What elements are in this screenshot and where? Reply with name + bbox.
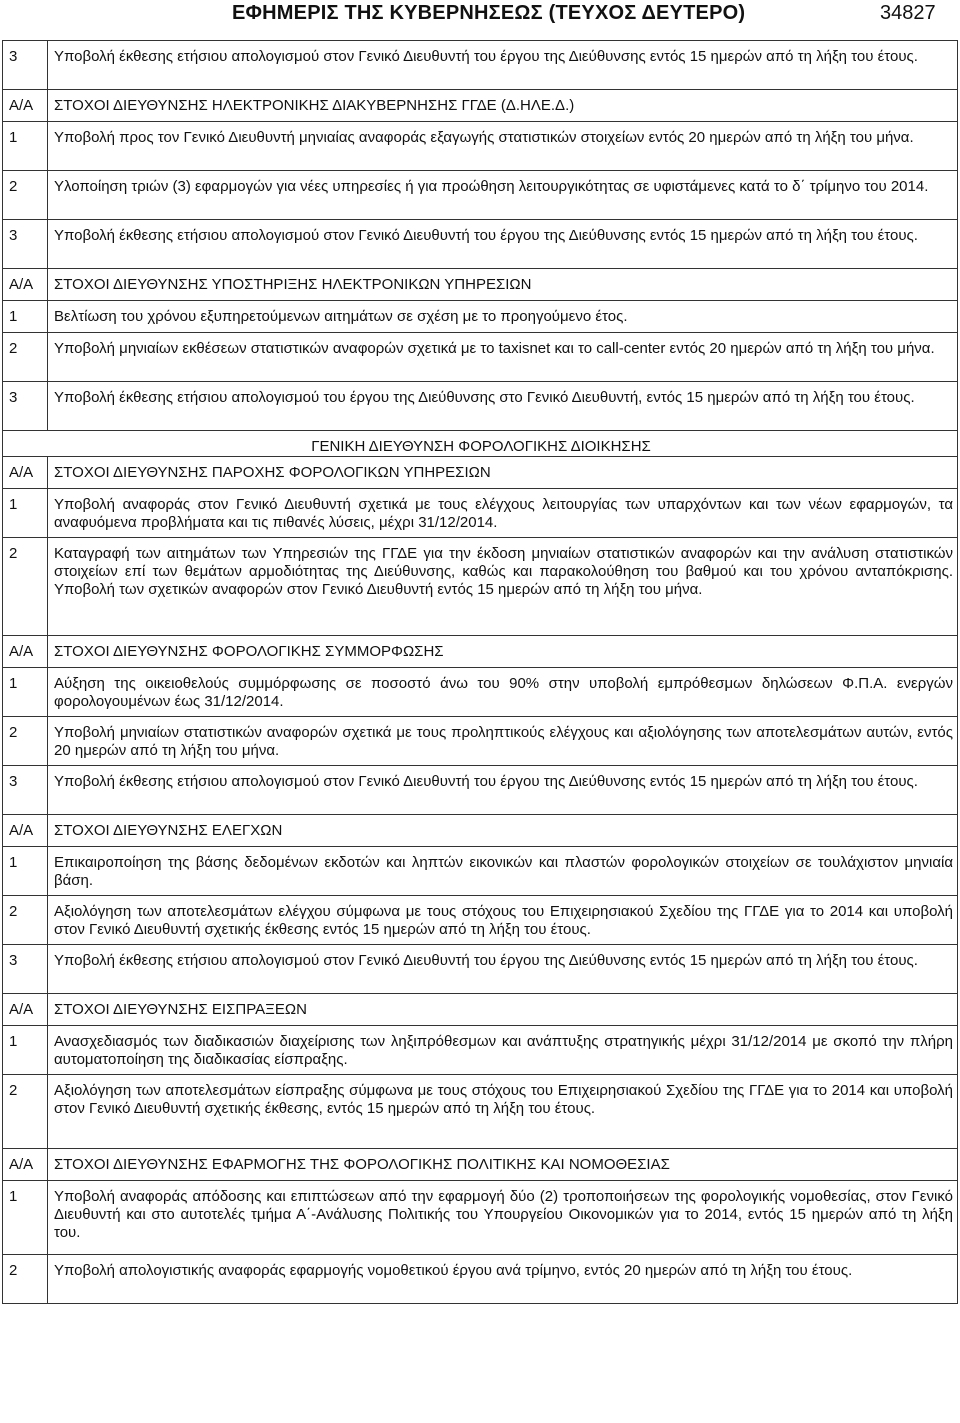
table-row xyxy=(3,122,958,171)
row-text: Υποβολή μηνιαίων στατιστικών αναφορών σχετικά με τους προληπτικούς ελέγχους και αξιολόγησης των αποτελεσμάτων αυτών, εντός 20 ημερών από τη λήξη του μήνα. xyxy=(48,717,958,766)
section-heading-row xyxy=(3,994,958,1026)
section-heading-row xyxy=(3,301,958,333)
row-text: Υποβολή προς τον Γενικό Διευθυντή μηνιαίας αναφοράς εξαγωγής στατιστικών στοιχείων εντός 20 ημερών από τη λήξη του μήνα. xyxy=(48,122,958,171)
row-text: Αξιολόγηση των αποτελεσμάτων ελέγχου σύμφωνα με τους στόχους του Επιχειρησιακού Σχεδίου της ΓΓΔΕ για το 2014 και υποβολή στον Γενικό Διευθυντή σχετικής έκθεσης εντός 15 ημερών από τη λήξη του έτους. xyxy=(48,896,958,945)
table-row xyxy=(3,220,958,269)
section-heading-row xyxy=(3,457,958,489)
row-text: Υποβολή έκθεσης ετήσιου απολογισμού στον Γενικό Διευθυντή του έργου της Διεύθυνσης εντός 15 ημερών από τη λήξη του έτους. xyxy=(48,220,958,269)
section-heading: ΣΤΟΧΟΙ ΔΙΕΥΘΥΝΣΗΣ ΠΑΡΟΧΗΣ ΦΟΡΟΛΟΓΙΚΩΝ ΥΠΗΡΕΣΙΩΝ xyxy=(48,457,958,489)
row-number: Α/Α xyxy=(3,1149,48,1181)
row-number: 1 xyxy=(3,301,48,333)
row-number: 2 xyxy=(3,171,48,220)
row-text: Υποβολή αναφοράς απόδοσης και επιπτώσεων από την εφαρμογή δύο (2) τροποποιήσεων της φορολογικής νομοθεσίας, στον Γενικό Διευθυντή και στο αυτοτελές τμήμα Α΄-Ανάλυσης Πολιτικής του Υπουργείου Οικονομικών για το 2014, εντός 15 ημερών από τη λήξη του. xyxy=(48,1181,958,1255)
row-text: Υποβολή απολογιστικής αναφοράς εφαρμογής νομοθετικού έργου ανά τρίμηνο, εντός 20 ημερών από τη λήξη του έτους. xyxy=(48,1255,958,1304)
row-number: 2 xyxy=(3,717,48,766)
page-header xyxy=(0,0,960,40)
table-row xyxy=(3,717,958,766)
row-text: Υποβολή μηνιαίων εκθέσεων στατιστικών αναφορών σχετικά με το taxisnet και το call-center εντός 20 ημερών από τη λήξη του μήνα. xyxy=(48,333,958,382)
section-heading-row xyxy=(3,815,958,847)
row-number: 1 xyxy=(3,668,48,717)
row-number: 3 xyxy=(3,945,48,994)
row-number: 2 xyxy=(3,1075,48,1149)
table-row xyxy=(3,766,958,815)
row-text: Καταγραφή των αιτημάτων των Υπηρεσιών της ΓΓΔΕ για την έκδοση μηνιαίων στατιστικών αναφορών και την ανάλυση στατιστικών στοιχείων επί των θεμάτων αρμοδιότητας της Διεύθυνσης, καθώς και παρακολούθηση του βαθμού και του χρόνου ανταπόκρισης. Υποβολή των σχετικών αναφορών στον Γενικό Διευθυντή εντός 15 ημερών από τη λήξη του μήνα. xyxy=(48,538,958,636)
table-row xyxy=(3,1075,958,1149)
section-heading-row xyxy=(3,269,958,301)
row-number: 2 xyxy=(3,538,48,636)
table-row xyxy=(3,945,958,994)
row-number: 1 xyxy=(3,1026,48,1075)
table-row xyxy=(3,382,958,431)
row-text: Υποβολή έκθεσης ετήσιου απολογισμού στον Γενικό Διευθυντή του έργου της Διεύθυνσης εντός 15 ημερών από τη λήξη του έτους. xyxy=(48,766,958,815)
row-text: Υποβολή έκθεσης ετήσιου απολογισμού στον Γενικό Διευθυντή του έργου της Διεύθυνσης εντός 15 ημερών από τη λήξη του έτους. xyxy=(48,945,958,994)
gazette-title: ΕΦΗΜΕΡΙΣ ΤΗΣ ΚΥΒΕΡΝΗΣΕΩΣ (ΤΕΥΧΟΣ ΔΕΥΤΕΡΟ) xyxy=(232,2,746,24)
table-row xyxy=(3,668,958,717)
row-text: Αύξηση της οικειοθελούς συμμόρφωσης σε ποσοστό άνω του 90% στην υποβολή εμπρόθεσμων δηλώσεων Φ.Π.Α. ενεργών φορολογουμένων έως 31/12/2014. xyxy=(48,668,958,717)
table-row xyxy=(3,1181,958,1255)
row-number: Α/Α xyxy=(3,457,48,489)
table-row xyxy=(3,41,958,90)
department-row xyxy=(3,431,958,457)
row-number: 2 xyxy=(3,1255,48,1304)
table-row xyxy=(3,489,958,538)
row-number: 2 xyxy=(3,896,48,945)
table-row xyxy=(3,171,958,220)
row-text: Υποβολή έκθεσης ετήσιου απολογισμού στον Γενικό Διευθυντή του έργου της Διεύθυνσης εντός 15 ημερών από τη λήξη του έτους. xyxy=(48,41,958,90)
row-number: 3 xyxy=(3,220,48,269)
section-heading: Βελτίωση του χρόνου εξυπηρετούμενων αιτημάτων σε σχέση με το προηγούμενο έτος. xyxy=(48,301,958,333)
row-text: Αξιολόγηση των αποτελεσμάτων είσπραξης σύμφωνα με τους στόχους του Επιχειρησιακού Σχεδίου της ΓΓΔΕ για το 2014 και υποβολή στον Γενικό Διευθυντή σχετικής έκθεσης, εντός 15 ημερών από τη λήξη του έτους. xyxy=(48,1075,958,1149)
row-number: 3 xyxy=(3,766,48,815)
section-heading: ΣΤΟΧΟΙ ΔΙΕΥΘΥΝΣΗΣ ΕΛΕΓΧΩΝ xyxy=(48,815,958,847)
table-row xyxy=(3,896,958,945)
row-number: Α/Α xyxy=(3,90,48,122)
table-row xyxy=(3,1255,958,1304)
row-number: 1 xyxy=(3,1181,48,1255)
goals-table xyxy=(2,40,958,1304)
table-row xyxy=(3,847,958,896)
section-heading: ΣΤΟΧΟΙ ΔΙΕΥΘΥΝΣΗΣ ΗΛΕΚΤΡΟΝΙΚΗΣ ΔΙΑΚΥΒΕΡΝΗΣΗΣ ΓΓΔΕ (Δ.ΗΛΕ.Δ.) xyxy=(48,90,958,122)
row-text: Υλοποίηση τριών (3) εφαρμογών για νέες υπηρεσίες ή για προώθηση λειτουργικότητας σε υφιστάμενες κατά το δ΄ τρίμηνο του 2014. xyxy=(48,171,958,220)
table-row xyxy=(3,1026,958,1075)
department-title: ΓΕΝΙΚΗ ΔΙΕΥΘΥΝΣΗ ΦΟΡΟΛΟΓΙΚΗΣ ΔΙΟΙΚΗΣΗΣ xyxy=(3,431,958,457)
section-heading: ΣΤΟΧΟΙ ΔΙΕΥΘΥΝΣΗΣ ΕΙΣΠΡΑΞΕΩΝ xyxy=(48,994,958,1026)
row-text: Επικαιροποίηση της βάσης δεδομένων εκδοτών και ληπτών εικονικών και πλαστών φορολογικών στοιχείων σε τουλάχιστον μηνιαία βάση. xyxy=(48,847,958,896)
section-heading-row xyxy=(3,1149,958,1181)
page-number: 34827 xyxy=(880,2,936,24)
table-row xyxy=(3,333,958,382)
row-number: Α/Α xyxy=(3,815,48,847)
section-heading-row xyxy=(3,90,958,122)
section-heading: ΣΤΟΧΟΙ ΔΙΕΥΘΥΝΣΗΣ ΕΦΑΡΜΟΓΗΣ ΤΗΣ ΦΟΡΟΛΟΓΙΚΗΣ ΠΟΛΙΤΙΚΗΣ ΚΑΙ ΝΟΜΟΘΕΣΙΑΣ xyxy=(48,1149,958,1181)
row-number: 1 xyxy=(3,122,48,171)
table-row xyxy=(3,538,958,636)
row-number: Α/Α xyxy=(3,636,48,668)
row-text: Υποβολή έκθεσης ετήσιου απολογισμού του έργου της Διεύθυνσης στο Γενικό Διευθυντή, εντός 15 ημερών από τη λήξη του έτους. xyxy=(48,382,958,431)
section-heading-row xyxy=(3,636,958,668)
row-text: Ανασχεδιασμός των διαδικασιών διαχείρισης των ληξιπρόθεσμων και ανάπτυξης στρατηγικής μέχρι 31/12/2014 με σκοπό την πλήρη αυτοματοποίηση της διαδικασίας είσπραξης. xyxy=(48,1026,958,1075)
row-number: 1 xyxy=(3,489,48,538)
row-number: 3 xyxy=(3,382,48,431)
section-heading: ΣΤΟΧΟΙ ΔΙΕΥΘΥΝΣΗΣ ΥΠΟΣΤΗΡΙΞΗΣ ΗΛΕΚΤΡΟΝΙΚΩΝ ΥΠΗΡΕΣΙΩΝ xyxy=(48,269,958,301)
row-text: Υποβολή αναφοράς στον Γενικό Διευθυντή σχετικά με τους ελέγχους λειτουργίας των υπαρχόντων και των νέων εφαρμογών, τα αναφυόμενα προβλήματα και τις πιθανές λύσεις, μέχρι 31/12/2014. xyxy=(48,489,958,538)
row-number: Α/Α xyxy=(3,269,48,301)
row-number: Α/Α xyxy=(3,994,48,1026)
section-heading: ΣΤΟΧΟΙ ΔΙΕΥΘΥΝΣΗΣ ΦΟΡΟΛΟΓΙΚΗΣ ΣΥΜΜΟΡΦΩΣΗΣ xyxy=(48,636,958,668)
row-number: 2 xyxy=(3,333,48,382)
row-number: 1 xyxy=(3,847,48,896)
row-number: 3 xyxy=(3,41,48,90)
